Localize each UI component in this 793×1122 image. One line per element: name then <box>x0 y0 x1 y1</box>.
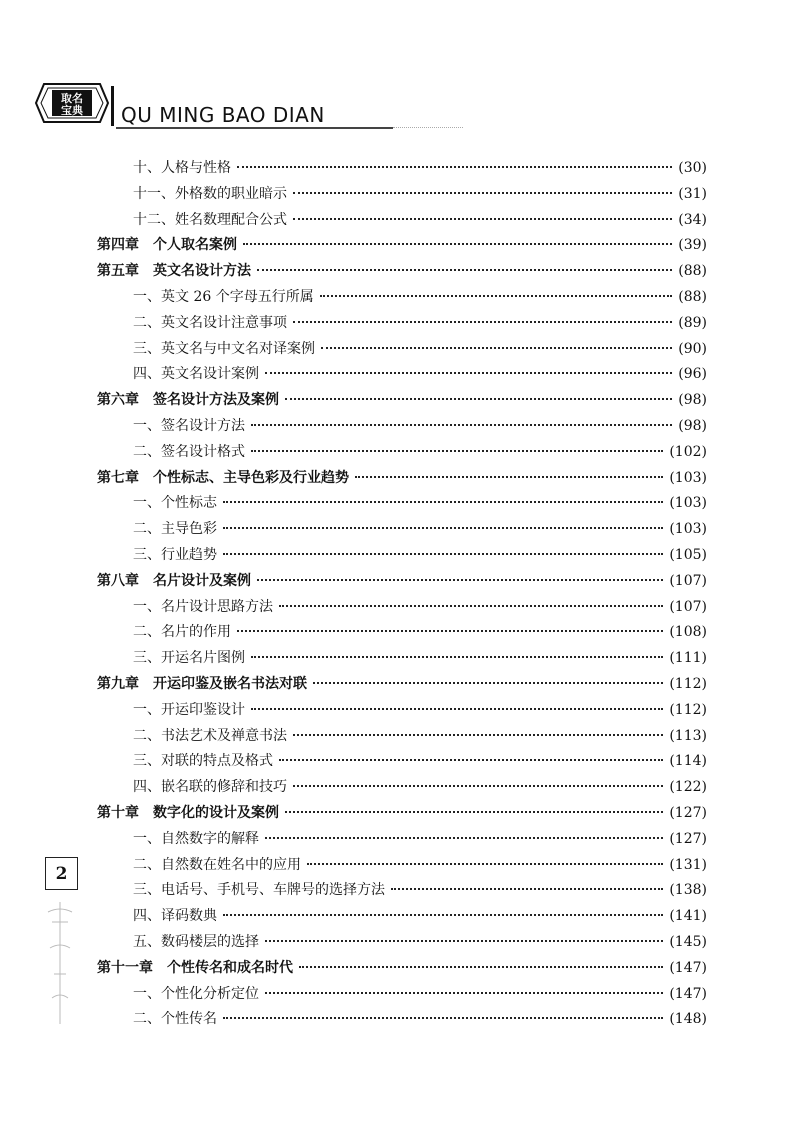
toc-entry-title: 四、嵌名联的修辞和技巧 <box>133 779 287 796</box>
toc-chapter-row <box>97 569 707 595</box>
toc-page-number: (145) <box>669 933 707 950</box>
toc-dot-leader <box>293 734 663 736</box>
toc-page-number: (88) <box>678 288 707 305</box>
header-divider <box>111 86 114 126</box>
toc-dot-leader <box>321 347 672 349</box>
toc-page-number: (105) <box>669 546 707 563</box>
toc-entry-title: 一、名片设计思路方法 <box>133 598 273 615</box>
toc-entry-title: 一、个性化分析定位 <box>133 985 259 1002</box>
toc-section-row <box>97 982 707 1008</box>
toc-section-row <box>97 646 707 672</box>
toc-page-number: (138) <box>669 882 707 899</box>
toc-section-row <box>97 491 707 517</box>
toc-page-number: (31) <box>678 185 707 202</box>
toc-page-number: (127) <box>669 830 707 847</box>
toc-chapter-row <box>97 388 707 414</box>
logo-text-bottom: 宝典 <box>61 104 83 117</box>
toc-section-row <box>97 543 707 569</box>
toc-page-number: (98) <box>678 417 707 434</box>
toc-chapter-row <box>97 259 707 285</box>
toc-dot-leader <box>320 295 673 297</box>
toc-dot-leader <box>265 372 672 374</box>
toc-page-number: (89) <box>678 314 707 331</box>
toc-page-number: (98) <box>678 392 707 409</box>
toc-section-row <box>97 853 707 879</box>
toc-page-number: (113) <box>669 727 707 744</box>
toc-entry-title: 第十一章 个性传名和成名时代 <box>97 959 293 976</box>
toc-dot-leader <box>265 940 663 942</box>
toc-page-number: (114) <box>669 753 707 770</box>
toc-entry-title: 二、英文名设计注意事项 <box>133 314 287 331</box>
toc-dot-leader <box>237 166 672 168</box>
toc-dot-leader <box>265 837 663 839</box>
toc-section-row <box>97 827 707 853</box>
toc-page-number: (107) <box>669 572 707 589</box>
toc-page-number: (90) <box>678 340 707 357</box>
toc-dot-leader <box>299 966 663 968</box>
toc-page-number: (112) <box>669 701 707 718</box>
toc-entry-title: 十一、外格数的职业暗示 <box>133 185 287 202</box>
toc-page-number: (103) <box>669 495 707 512</box>
toc-entry-title: 二、签名设计格式 <box>133 443 245 460</box>
toc-dot-leader <box>223 527 663 529</box>
toc-section-row <box>97 208 707 234</box>
toc-entry-title: 二、主导色彩 <box>133 521 217 538</box>
toc-dot-leader <box>251 656 663 658</box>
toc-section-row <box>97 878 707 904</box>
toc-section-row <box>97 775 707 801</box>
toc-entry-title: 一、英文 26 个字母五行所属 <box>133 288 314 305</box>
toc-page-number: (34) <box>678 211 707 228</box>
toc-dot-leader <box>293 218 672 220</box>
toc-section-row <box>97 620 707 646</box>
toc-entry-title: 一、自然数字的解释 <box>133 830 259 847</box>
toc-dot-leader <box>223 501 663 503</box>
toc-dot-leader <box>223 914 663 916</box>
toc-dot-leader <box>391 888 663 890</box>
toc-entry-title: 三、对联的特点及格式 <box>133 753 273 770</box>
toc-section-row <box>97 440 707 466</box>
toc-chapter-row <box>97 672 707 698</box>
toc-chapter-row <box>97 466 707 492</box>
toc-dot-leader <box>355 476 663 478</box>
toc-page-number: (122) <box>669 779 707 796</box>
toc-dot-leader <box>307 863 663 865</box>
toc-section-row <box>97 362 707 388</box>
toc-dot-leader <box>293 321 672 323</box>
toc-page-number: (108) <box>669 624 707 641</box>
toc-entry-title: 第六章 签名设计方法及案例 <box>97 392 279 409</box>
toc-entry-title: 十二、姓名数理配合公式 <box>133 211 287 228</box>
side-ornament <box>30 898 90 1028</box>
toc-page-number: (147) <box>669 959 707 976</box>
toc-entry-title: 三、开运名片图例 <box>133 650 245 667</box>
toc-page-number: (147) <box>669 985 707 1002</box>
toc-page-number: (39) <box>678 237 707 254</box>
toc-entry-title: 三、电话号、手机号、车牌号的选择方法 <box>133 882 385 899</box>
toc-dot-leader <box>257 269 672 271</box>
toc-dot-leader <box>243 243 672 245</box>
toc-entry-title: 二、名片的作用 <box>133 624 231 641</box>
toc-chapter-row <box>97 233 707 259</box>
toc-section-row <box>97 285 707 311</box>
toc-page-number: (103) <box>669 469 707 486</box>
toc-dot-leader <box>279 759 663 761</box>
toc-entry-title: 三、行业趋势 <box>133 546 217 563</box>
toc-dot-leader <box>223 553 663 555</box>
toc-entry-title: 二、书法艺术及禅意书法 <box>133 727 287 744</box>
logo-text-top: 取名 <box>61 92 83 105</box>
toc-section-row <box>97 156 707 182</box>
header-underline-fade <box>393 127 463 128</box>
toc-entry-title: 第八章 名片设计及案例 <box>97 572 251 589</box>
toc-entry-title: 五、数码楼层的选择 <box>133 933 259 950</box>
toc-page-number: (148) <box>669 1011 707 1028</box>
toc-entry-title: 第十章 数字化的设计及案例 <box>97 804 279 821</box>
toc-dot-leader <box>313 682 663 684</box>
toc-page-number: (107) <box>669 598 707 615</box>
toc-page-number: (131) <box>669 856 707 873</box>
toc-dot-leader <box>293 785 663 787</box>
toc-dot-leader <box>293 192 672 194</box>
toc-section-row <box>97 698 707 724</box>
toc-section-row <box>97 724 707 750</box>
toc-entry-title: 一、开运印鉴设计 <box>133 701 245 718</box>
toc-section-row <box>97 904 707 930</box>
toc-entry-title: 四、英文名设计案例 <box>133 366 259 383</box>
toc-page-number: (141) <box>669 908 707 925</box>
toc-dot-leader <box>223 1017 663 1019</box>
toc-section-row <box>97 1007 707 1033</box>
page-number: 2 <box>45 857 78 890</box>
toc-page-number: (112) <box>669 675 707 692</box>
toc-entry-title: 二、自然数在姓名中的应用 <box>133 856 301 873</box>
toc-dot-leader <box>285 811 663 813</box>
header-underline <box>116 127 393 129</box>
toc-entry-title: 第五章 英文名设计方法 <box>97 263 251 280</box>
toc-section-row <box>97 595 707 621</box>
toc-page-number: (103) <box>669 521 707 538</box>
toc-dot-leader <box>265 992 663 994</box>
toc-entry-title: 一、个性标志 <box>133 495 217 512</box>
toc-entry-title: 第四章 个人取名案例 <box>97 237 237 254</box>
toc-page-number: (96) <box>678 366 707 383</box>
toc-section-row <box>97 311 707 337</box>
toc-entry-title: 二、个性传名 <box>133 1011 217 1028</box>
header-title: QU MING BAO DIAN <box>121 103 325 127</box>
toc-dot-leader <box>251 708 663 710</box>
toc-entry-title: 四、译码数典 <box>133 908 217 925</box>
toc-chapter-row <box>97 956 707 982</box>
toc-entry-title: 三、英文名与中文名对译案例 <box>133 340 315 357</box>
toc-entry-title: 十、人格与性格 <box>133 160 231 176</box>
toc-dot-leader <box>285 398 672 400</box>
toc-section-row <box>97 517 707 543</box>
toc-dot-leader <box>251 424 672 426</box>
toc-dot-leader <box>251 450 663 452</box>
toc-section-row <box>97 930 707 956</box>
toc-entry-title: 第九章 开运印鉴及嵌名书法对联 <box>97 675 307 692</box>
toc-section-row <box>97 337 707 363</box>
book-logo <box>34 80 110 126</box>
toc-page-number: (88) <box>678 263 707 280</box>
toc-page-number: (102) <box>669 443 707 460</box>
table-of-contents <box>97 156 707 1033</box>
toc-page-number: (30) <box>678 160 707 176</box>
toc-section-row <box>97 749 707 775</box>
toc-page-number: (127) <box>669 804 707 821</box>
toc-page-number: (111) <box>669 650 707 667</box>
toc-chapter-row <box>97 801 707 827</box>
toc-section-row <box>97 414 707 440</box>
toc-entry-title: 第七章 个性标志、主导色彩及行业趋势 <box>97 469 349 486</box>
toc-dot-leader <box>257 579 663 581</box>
toc-entry-title: 一、签名设计方法 <box>133 417 245 434</box>
toc-dot-leader <box>237 630 663 632</box>
toc-dot-leader <box>279 605 663 607</box>
toc-section-row <box>97 182 707 208</box>
